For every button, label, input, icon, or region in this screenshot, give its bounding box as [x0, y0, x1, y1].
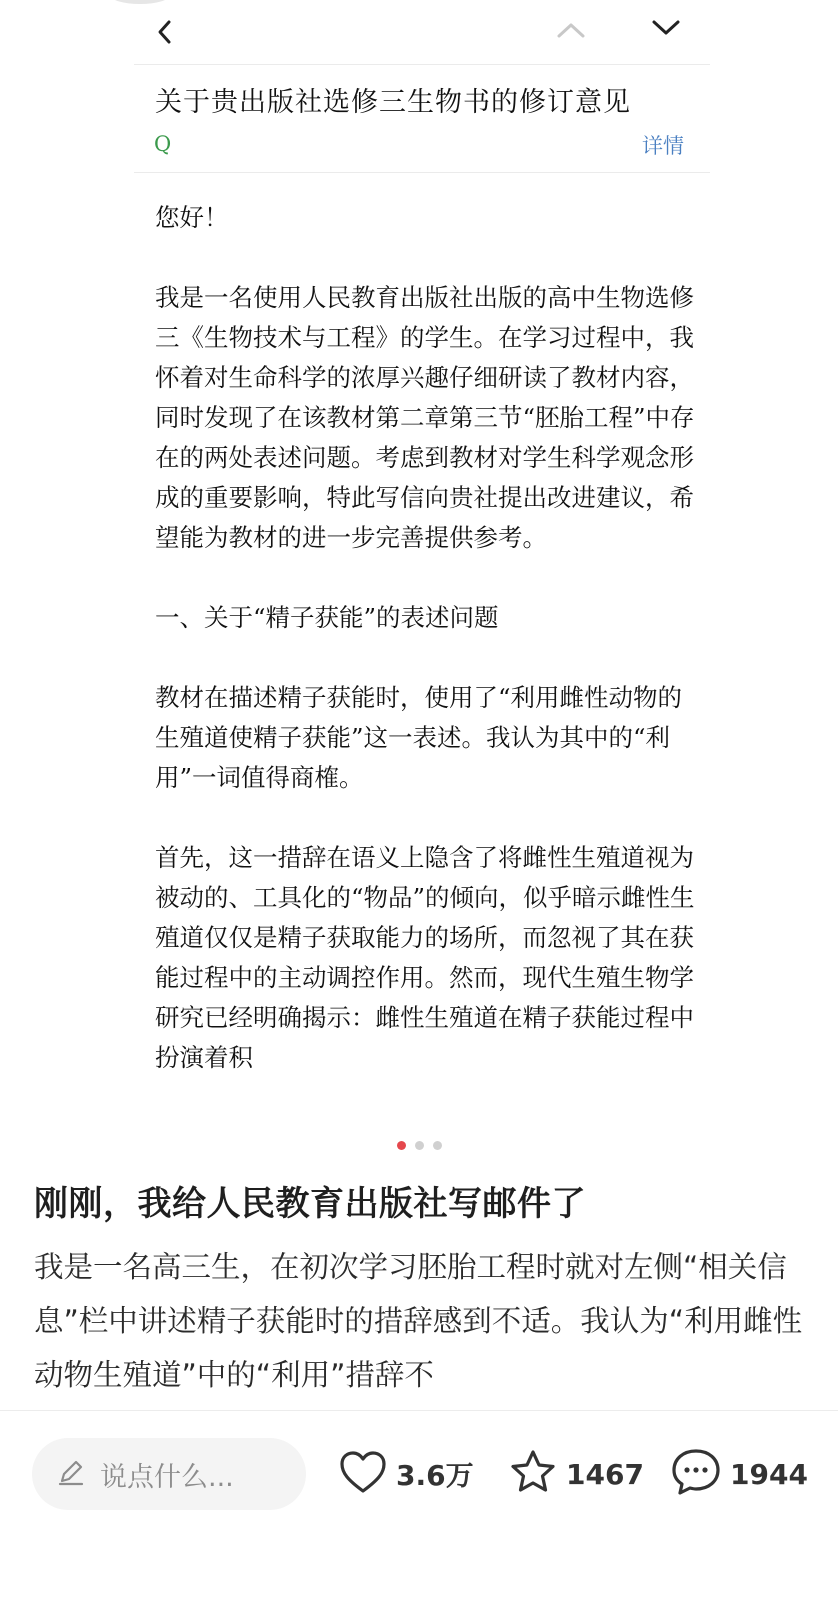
- carousel-indicator: [0, 1141, 838, 1153]
- mail-nav-bar: [0, 0, 838, 64]
- mail-sender[interactable]: Q: [154, 132, 172, 156]
- mail-detail-link[interactable]: 详情: [642, 134, 684, 158]
- star-icon: [508, 1448, 558, 1500]
- favorite-button[interactable]: [508, 1444, 644, 1504]
- post-body[interactable]: 我是一名高三生，在初次学习胚胎工程时就对左侧“相关信息”栏中讲述精子获能时的措辞感到不适。我认为“利用雌性动物生殖道”中的“利用”措辞不: [34, 1250, 803, 1392]
- mail-greeting: 您好！: [155, 203, 229, 232]
- comment-count: 1944: [730, 1457, 808, 1491]
- chevron-up-icon[interactable]: [551, 10, 591, 50]
- mail-paragraph: 我是一名使用人民教育出版社出版的高中生物选修三《生物技术与工程》的学生。在学习过程中，我怀着对生命科学的浓厚兴趣仔细研读了教材内容，同时发现了在该教材第二章第三节“胚胎工程”中存在的两处表述问题。考虑到教材对学生科学观念形成的重要影响，特此写信向贵社提出改进建议，希望能为教材的进一步完善提供参考。: [155, 283, 695, 552]
- divider: [134, 64, 710, 65]
- heart-icon: [338, 1449, 388, 1499]
- comment-input[interactable]: [32, 1438, 306, 1510]
- mail-body: [155, 198, 700, 1120]
- divider: [0, 1410, 838, 1411]
- carousel-dot[interactable]: [415, 1141, 424, 1150]
- mail-section-heading: 一、关于“精子获能”的表述问题: [155, 603, 499, 632]
- carousel-dot-active[interactable]: [397, 1141, 406, 1150]
- like-count: 3.6万: [396, 1459, 474, 1492]
- carousel-dot[interactable]: [433, 1141, 442, 1150]
- mail-paragraph: 教材在描述精子获能时，使用了“利用雌性动物的生殖道使精子获能”这一表述。我认为其中的“利用”一词值得商榷。: [155, 683, 683, 792]
- like-button[interactable]: [338, 1444, 474, 1504]
- mail-paragraph: 首先，这一措辞在语义上隐含了将雌性生殖道视为被动的、工具化的“物品”的倾向，似乎暗示雌性生殖道仅仅是精子获取能力的场所，而忽视了其在获能过程中的主动调控作用。然而，现代生殖生物学研究已经明确揭示：雌性生殖道在精子获能过程中扮演着积: [155, 843, 695, 1072]
- comment-placeholder: 说点什么...: [100, 1461, 234, 1493]
- comment-button[interactable]: [670, 1444, 808, 1504]
- comment-bubble-icon: [670, 1447, 722, 1501]
- post-title: 刚刚，我给人民教育出版社写邮件了: [34, 1184, 586, 1224]
- chevron-down-icon[interactable]: [646, 8, 686, 48]
- divider: [134, 172, 710, 173]
- pencil-icon: [56, 1457, 86, 1491]
- chevron-left-icon[interactable]: [144, 12, 184, 52]
- mail-subject: 关于贵出版社选修三生物书的修订意见: [155, 87, 631, 118]
- favorite-count: 1467: [566, 1457, 644, 1491]
